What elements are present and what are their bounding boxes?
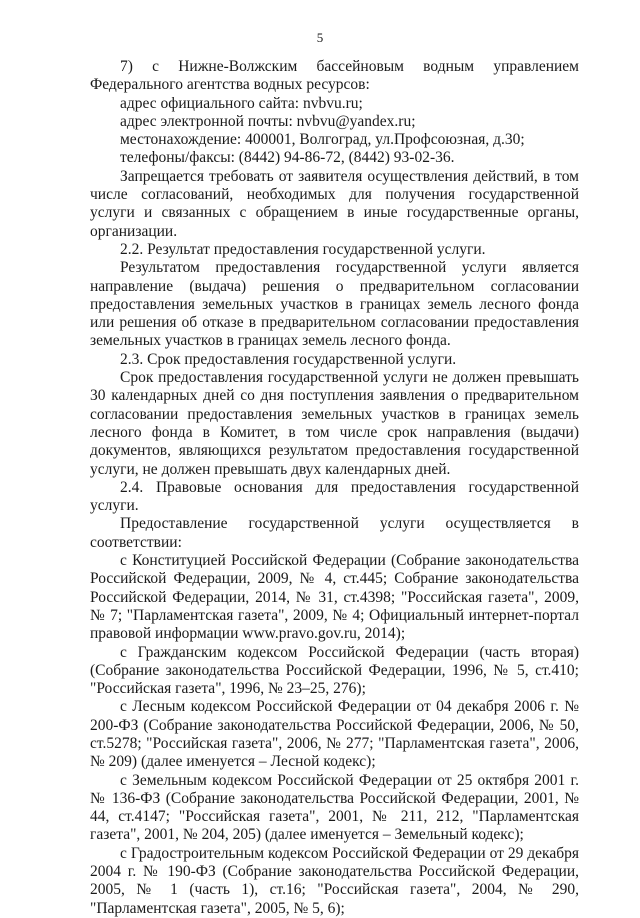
paragraph-legal-intro: Предоставление государственной услуги осуществляется в соответствии: — [90, 515, 579, 551]
address-phones: телефоны/факсы: (8442) 94-86-72, (8442) 93-02-36. — [120, 149, 455, 167]
paragraph-term: Срок предоставления государственной услуги не должен превышать 30 календарных дней со дня поступления заявления о предварительном согласовании предоставления земельных участков в границах земель лесного фонда в Комитет, в том числе срок направления (выдачи) документов, являющихся результатом предоставления государственной услуги, не должен превышать двух календарных дней. — [90, 369, 579, 478]
paragraph-result: Результатом предоставления государственной услуги является направление (выдача) решения о предварительном согласовании предоставления земельных участков в границах земель лесного фонда или решения об отказе в предварительном согласовании предоставления земельных участков в границах земель лесного фонда. — [90, 259, 579, 350]
page-number: 5 — [316, 30, 324, 45]
document-body — [90, 58, 579, 918]
legal-item-forest-code: с Лесным кодексом Российской Федерации от 04 декабря 2006 г. № 200-ФЗ (Собрание законодательства Российской Федерации, 2006, № 50, ст.5278; "Российская газета", 2006, № 277; "Парламентская газета", 2006, № 209) (далее именуется – Лесной кодекс); — [90, 698, 579, 771]
legal-item-land-code: с Земельным кодексом Российской Федерации от 25 октября 2001 г. № 136-ФЗ (Собрание законодательства Российской Федерации, 2001, № 44, ст.4147; "Российская газета", 2001, № 211, 212, "Парламентская газета", 2001, № 204, 205) (далее именуется – Земельный кодекс); — [90, 771, 579, 844]
address-email: адрес электронной почты: nvbvu@yandex.ru; — [120, 112, 416, 130]
address-location: местонахождение: 400001, Волгоград, ул.Профсоюзная, д.30; — [120, 131, 525, 149]
address-website: адрес официального сайта: nvbvu.ru; — [120, 94, 363, 112]
section-heading-2-3: 2.3. Срок предоставления государственной услуги. — [120, 350, 457, 368]
section-heading-2-4: 2.4. Правовые основания для предоставления государственной услуги. — [90, 478, 579, 515]
legal-item-civil-code: с Гражданским кодексом Российской Федерации (часть вторая) (Собрание законодательства Российской Федерации, 1996, № 5, ст.410; "Российская газета", 1996, № 23–25, 276); — [90, 643, 579, 698]
paragraph-prohibition: Запрещается требовать от заявителя осуществления действий, в том числе согласований, необходимых для получения государственной услуги и связанных с обращением в иные государственные органы, организации. — [90, 167, 579, 240]
legal-item-urban-code: с Градостроительным кодексом Российской Федерации от 29 декабря 2004 г. № 190-ФЗ (Собрание законодательства Российской Федерации, 2005, № 1 (часть 1), ст.16; "Российская газета", 2004, № 290, "Парламентская газета", 2005, № 5, 6); — [90, 844, 579, 917]
legal-item-constitution: с Конституцией Российской Федерации (Собрание законодательства Российской Федерации, 2009, № 4, ст.445; Собрание законодательства Российской Федерации, 2014, № 31, ст.4398; "Российская газета", 2009, № 7; "Парламентская газета", 2009, № 4; Официальный интернет-портал правовой информации www.pravo.gov.ru, 2014); — [90, 552, 579, 643]
paragraph-agency: 7) с Нижне-Волжским бассейновым водным управлением Федерального агентства водных ресурсов: — [90, 58, 579, 94]
section-heading-2-2: 2.2. Результат предоставления государственной услуги. — [120, 240, 486, 258]
